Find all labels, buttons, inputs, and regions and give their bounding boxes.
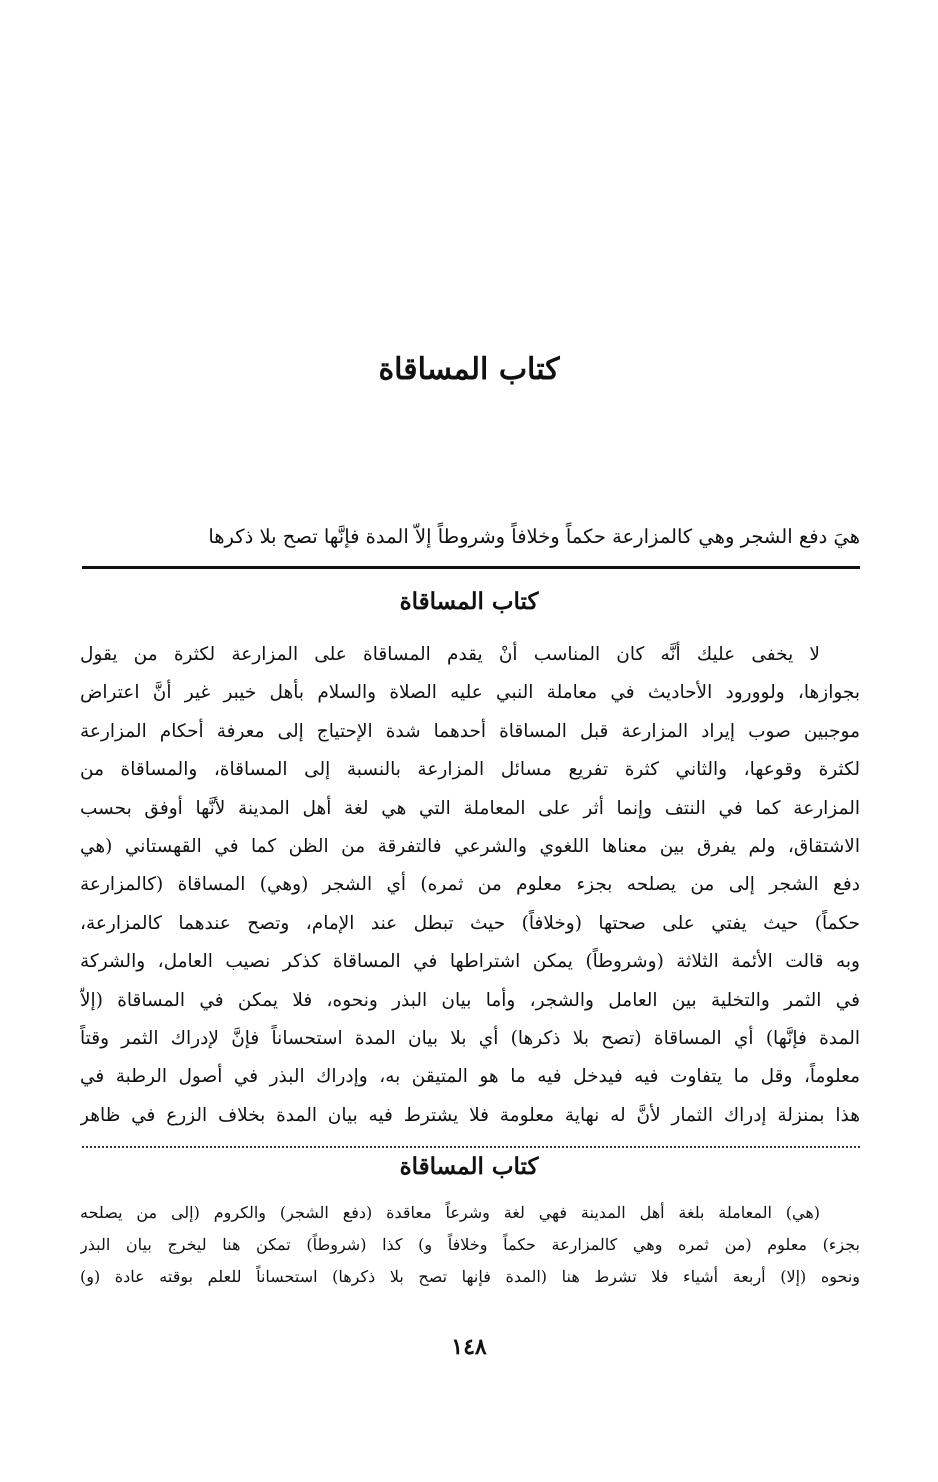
commentary-1-line: دفع الشجر إلى من يصلحه بجزء معلوم من ثمره) أي الشجر (وهي) المساقاة (كالمزارعة bbox=[80, 874, 860, 896]
commentary-1-line: المزارعة كما في النتف وإنما أثر على المعاملة التي هي لغة أهل المدينة لأنَّها أوفق بحسب bbox=[80, 797, 860, 819]
commentary-2-line: (هي) المعاملة بلغة أهل المدينة فهي لغة وشرعاً معاقدة (دفع الشجر) والكروم (إلى من يصلحه bbox=[80, 1203, 820, 1222]
commentary-2-body bbox=[80, 1197, 860, 1293]
commentary-1-line: المدة فإنَّها) أي المساقاة (تصح بلا ذكرها) أي بلا بيان المدة استحساناً فإنَّ لإدراك الثمر وقتاً bbox=[80, 1028, 860, 1050]
commentary-2-line: ونحوه (إلا) أربعة أشياء فلا تشرط هنا (المدة فإنها تصح بلا ذكرها) استحساناً للعلم بوقته عادة (و) bbox=[80, 1267, 860, 1286]
commentary-1-line: هذا بمنزلة إدراك الثمار لأنَّ له نهاية معلومة فلا يشترط فيه بيان المدة بخلاف الزرع في ظاهر bbox=[80, 1104, 860, 1126]
commentary-1-line: وبه قالت الأئمة الثلاثة (وشروطاً) يمكن اشتراطها في المساقاة كذكر نصيب العامل، والشركة bbox=[80, 951, 860, 973]
commentary-1-line: معلوماً، وقل ما يتفاوت فيه فيدخل فيه ما هو المتيقن به، وإدراك البذر في أصول الرطبة في bbox=[80, 1066, 860, 1088]
page-number: ١٤٨ bbox=[451, 1334, 487, 1360]
commentary-1-line: الاشتقاق، ولم يفرق بين معناها اللغوي والشرعي فالتفرقة من الظن كما في القهستاني (هي bbox=[80, 836, 860, 858]
separator-rule bbox=[82, 566, 860, 569]
commentary-1-line: موجبين صوب إيراد المزارعة قبل المساقاة أحدهما شدة الإحتياج إلى معرفة أحكام المزارعة bbox=[80, 720, 860, 742]
commentary-1-line: في الثمر والتخلية بين العامل والشجر، وأما بيان البذر ونحوه، فلا يمكن في المساقاة (إلاّ bbox=[80, 989, 860, 1011]
commentary-1-line: لكثرة وقوعها، والثاني كثرة تفريع مسائل المزارعة بالنسبة إلى المساقاة، والمساقاة من bbox=[80, 759, 860, 781]
book-title: كتاب المساقاة bbox=[378, 352, 560, 387]
commentary-2-line: بجزء) معلوم (من ثمره وهي كالمزارعة حكماً وخلافاً و) كذا (شروطاً) تمكن هنا ليخرج بيان البذر bbox=[80, 1235, 860, 1254]
commentary-1-body bbox=[80, 636, 860, 1135]
commentary-2-title: كتاب المساقاة bbox=[399, 1153, 539, 1180]
dotted-separator bbox=[82, 1146, 860, 1148]
commentary-1-title: كتاب المساقاة bbox=[399, 588, 539, 615]
commentary-1-line: حكماً) حيث يفتي على صحتها (وخلافاً) حيث تبطل عند الإمام، وتصح عندهما كالمزارعة، bbox=[80, 912, 860, 934]
commentary-1-line: بجوازها، ولوورود الأحاديث في معاملة النبي عليه الصلاة والسلام بأهل خيبر غير أنَّ اعتراض bbox=[80, 682, 860, 704]
matn-line: هيَ دفع الشجر وهي كالمزارعة حكماً وخلافاً وشروطاً إلاّ المدة فإنَّها تصح بلا ذكرها bbox=[208, 525, 860, 548]
commentary-1-line: لا يخفى عليك أنَّه كان المناسب أنْ يقدم المساقاة على المزارعة لكثرة من يقول bbox=[80, 644, 820, 665]
